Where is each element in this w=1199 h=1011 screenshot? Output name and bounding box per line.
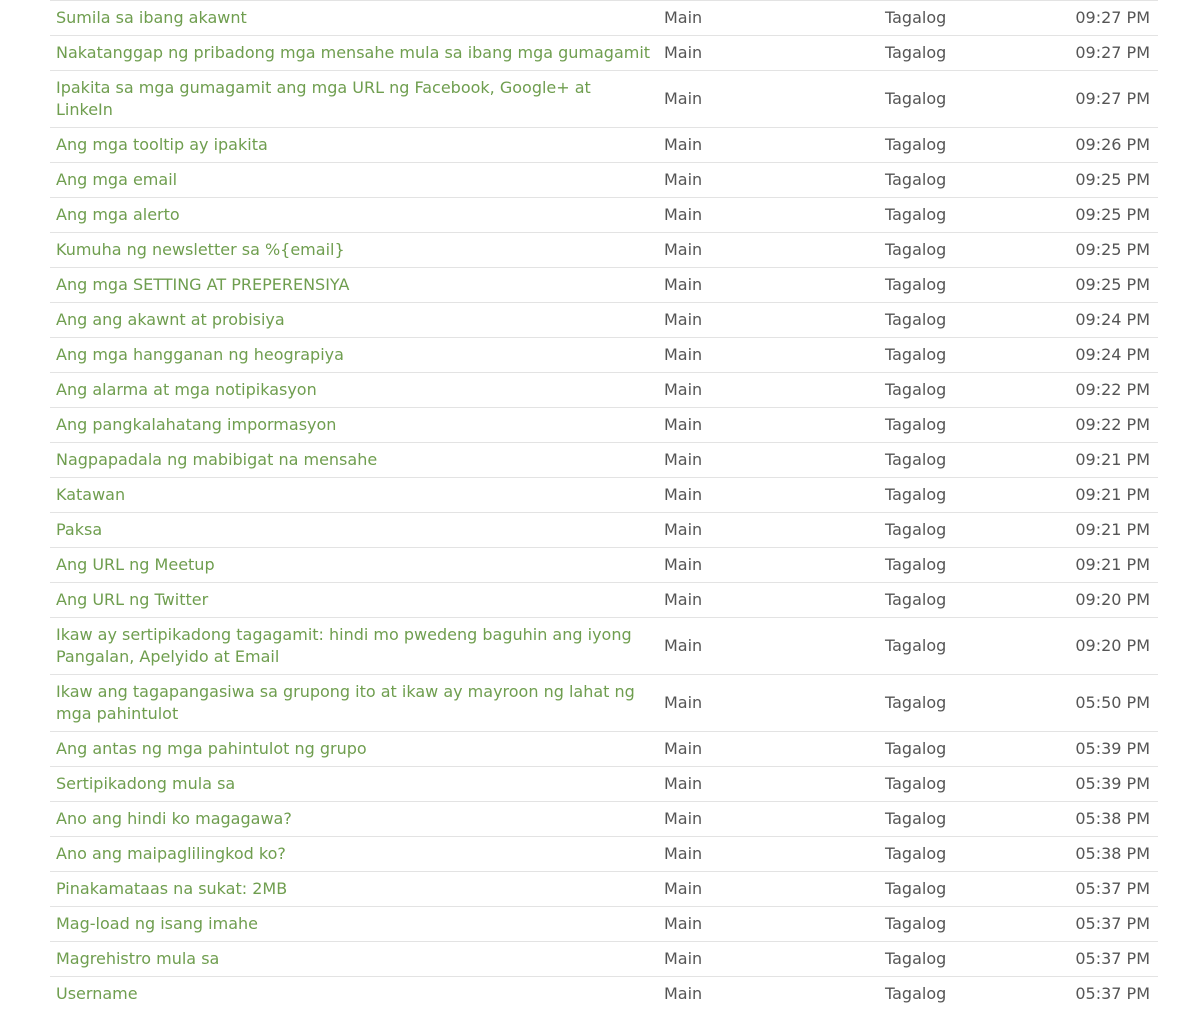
table-row [50,732,1158,767]
translation-title-link[interactable]: Ano ang maipaglilingkod ko? [56,844,286,863]
section-cell: Main [658,71,879,128]
translation-title-link[interactable]: Username [56,984,138,1003]
language-cell: Tagalog [879,837,1059,872]
translations-table-body [50,1,1158,1011]
table-row [50,443,1158,478]
title-cell [50,618,658,675]
timestamp-cell: 05:37 PM [1059,907,1158,942]
table-row [50,583,1158,618]
language-cell: Tagalog [879,443,1059,478]
timestamp-cell: 05:38 PM [1059,837,1158,872]
section-cell: Main [658,907,879,942]
table-row [50,408,1158,443]
section-cell: Main [658,233,879,268]
section-cell: Main [658,942,879,977]
table-row [50,513,1158,548]
timestamp-cell: 09:26 PM [1059,128,1158,163]
section-cell: Main [658,128,879,163]
section-cell: Main [658,837,879,872]
title-cell [50,675,658,732]
language-cell: Tagalog [879,675,1059,732]
translation-title-link[interactable]: Magrehistro mula sa [56,949,219,968]
timestamp-cell: 09:25 PM [1059,198,1158,233]
title-cell [50,268,658,303]
title-cell [50,907,658,942]
title-cell [50,767,658,802]
table-row [50,163,1158,198]
timestamp-cell: 05:37 PM [1059,977,1158,1011]
translation-title-link[interactable]: Kumuha ng newsletter sa %{email} [56,240,345,259]
timestamp-cell: 09:22 PM [1059,408,1158,443]
section-cell: Main [658,303,879,338]
table-row [50,71,1158,128]
table-row [50,675,1158,732]
language-cell: Tagalog [879,268,1059,303]
translations-table [50,0,1158,1011]
table-row [50,977,1158,1011]
section-cell: Main [658,977,879,1011]
title-cell [50,443,658,478]
title-cell [50,373,658,408]
language-cell: Tagalog [879,583,1059,618]
timestamp-cell: 09:21 PM [1059,548,1158,583]
table-row [50,1,1158,36]
title-cell [50,548,658,583]
timestamp-cell: 09:25 PM [1059,163,1158,198]
table-row [50,198,1158,233]
section-cell: Main [658,443,879,478]
timestamp-cell: 05:39 PM [1059,767,1158,802]
title-cell [50,198,658,233]
title-cell [50,408,658,443]
title-cell [50,478,658,513]
section-cell: Main [658,583,879,618]
table-row [50,618,1158,675]
table-row [50,767,1158,802]
section-cell: Main [658,478,879,513]
translation-title-link[interactable]: Nakatanggap ng pribadong mga mensahe mula sa ibang mga gumagamit [56,43,650,62]
title-cell [50,583,658,618]
title-cell [50,233,658,268]
language-cell: Tagalog [879,548,1059,583]
section-cell: Main [658,732,879,767]
section-cell: Main [658,338,879,373]
section-cell: Main [658,268,879,303]
language-cell: Tagalog [879,36,1059,71]
language-cell: Tagalog [879,163,1059,198]
timestamp-cell: 05:37 PM [1059,942,1158,977]
timestamp-cell: 09:21 PM [1059,478,1158,513]
section-cell: Main [658,872,879,907]
timestamp-cell: 09:22 PM [1059,373,1158,408]
translation-title-link[interactable]: Katawan [56,485,125,504]
timestamp-cell: 05:50 PM [1059,675,1158,732]
translation-title-link[interactable]: Ang mga hangganan ng heograpiya [56,345,344,364]
language-cell: Tagalog [879,373,1059,408]
translation-title-link[interactable]: Pinakamataas na sukat: 2MB [56,879,287,898]
timestamp-cell: 09:27 PM [1059,71,1158,128]
translation-title-link[interactable]: Ang antas ng mga pahintulot ng grupo [56,739,367,758]
section-cell: Main [658,548,879,583]
table-row [50,907,1158,942]
language-cell: Tagalog [879,198,1059,233]
language-cell: Tagalog [879,907,1059,942]
title-cell [50,1,658,36]
translation-title-link[interactable]: Ikaw ay sertipikadong tagagamit: hindi mo pwedeng baguhin ang iyong Pangalan, Apelyido at Email [56,625,632,666]
section-cell: Main [658,36,879,71]
language-cell: Tagalog [879,303,1059,338]
translation-title-link[interactable]: Ano ang hindi ko magagawa? [56,809,292,828]
table-row [50,837,1158,872]
language-cell: Tagalog [879,478,1059,513]
table-row [50,233,1158,268]
language-cell: Tagalog [879,71,1059,128]
timestamp-cell: 05:37 PM [1059,872,1158,907]
timestamp-cell: 05:38 PM [1059,802,1158,837]
language-cell: Tagalog [879,128,1059,163]
title-cell [50,71,658,128]
translation-title-link[interactable]: Paksa [56,520,102,539]
translation-title-link[interactable]: Sumila sa ibang akawnt [56,8,247,27]
translation-title-link[interactable]: Sertipikadong mula sa [56,774,235,793]
title-cell [50,732,658,767]
timestamp-cell: 09:27 PM [1059,36,1158,71]
language-cell: Tagalog [879,233,1059,268]
table-row [50,36,1158,71]
translation-title-link[interactable]: Ang mga tooltip ay ipakita [56,135,268,154]
table-row [50,303,1158,338]
table-row [50,128,1158,163]
table-row [50,548,1158,583]
title-cell [50,802,658,837]
title-cell [50,977,658,1011]
section-cell: Main [658,675,879,732]
language-cell: Tagalog [879,872,1059,907]
table-row [50,268,1158,303]
language-cell: Tagalog [879,338,1059,373]
language-cell: Tagalog [879,618,1059,675]
title-cell [50,303,658,338]
title-cell [50,36,658,71]
translation-title-link[interactable]: Ang alarma at mga notipikasyon [56,380,317,399]
translation-title-link[interactable]: Mag-load ng isang imahe [56,914,258,933]
timestamp-cell: 09:25 PM [1059,233,1158,268]
timestamp-cell: 09:20 PM [1059,583,1158,618]
section-cell: Main [658,767,879,802]
language-cell: Tagalog [879,513,1059,548]
title-cell [50,837,658,872]
title-cell [50,163,658,198]
translation-title-link[interactable]: Ang URL ng Meetup [56,555,215,574]
translation-title-link[interactable]: Ang mga email [56,170,177,189]
table-row [50,942,1158,977]
language-cell: Tagalog [879,408,1059,443]
title-cell [50,872,658,907]
title-cell [50,513,658,548]
table-row [50,872,1158,907]
timestamp-cell: 09:21 PM [1059,443,1158,478]
section-cell: Main [658,198,879,233]
timestamp-cell: 09:24 PM [1059,338,1158,373]
translation-title-link[interactable]: Ang ang akawnt at probisiya [56,310,285,329]
language-cell: Tagalog [879,1,1059,36]
language-cell: Tagalog [879,732,1059,767]
table-row [50,373,1158,408]
translation-title-link[interactable]: Ang mga SETTING AT PREPERENSIYA [56,275,349,294]
timestamp-cell: 09:24 PM [1059,303,1158,338]
translation-title-link[interactable]: Ang mga alerto [56,205,180,224]
language-cell: Tagalog [879,767,1059,802]
timestamp-cell: 09:20 PM [1059,618,1158,675]
section-cell: Main [658,408,879,443]
title-cell [50,338,658,373]
section-cell: Main [658,802,879,837]
table-row [50,802,1158,837]
translation-title-link[interactable]: Ikaw ang tagapangasiwa sa grupong ito at ikaw ay mayroon ng lahat ng mga pahintulot [56,682,635,723]
section-cell: Main [658,1,879,36]
table-row [50,338,1158,373]
language-cell: Tagalog [879,942,1059,977]
translation-title-link[interactable]: Ang pangkalahatang impormasyon [56,415,336,434]
translation-title-link[interactable]: Ipakita sa mga gumagamit ang mga URL ng Facebook, Google+ at LinkeIn [56,78,591,119]
language-cell: Tagalog [879,802,1059,837]
translation-title-link[interactable]: Ang URL ng Twitter [56,590,208,609]
title-cell [50,942,658,977]
table-row [50,478,1158,513]
timestamp-cell: 09:27 PM [1059,1,1158,36]
title-cell [50,128,658,163]
timestamp-cell: 09:25 PM [1059,268,1158,303]
timestamp-cell: 05:39 PM [1059,732,1158,767]
section-cell: Main [658,618,879,675]
translations-table-container [50,0,1158,1011]
section-cell: Main [658,513,879,548]
language-cell: Tagalog [879,977,1059,1011]
section-cell: Main [658,373,879,408]
section-cell: Main [658,163,879,198]
timestamp-cell: 09:21 PM [1059,513,1158,548]
translation-title-link[interactable]: Nagpapadala ng mabibigat na mensahe [56,450,377,469]
